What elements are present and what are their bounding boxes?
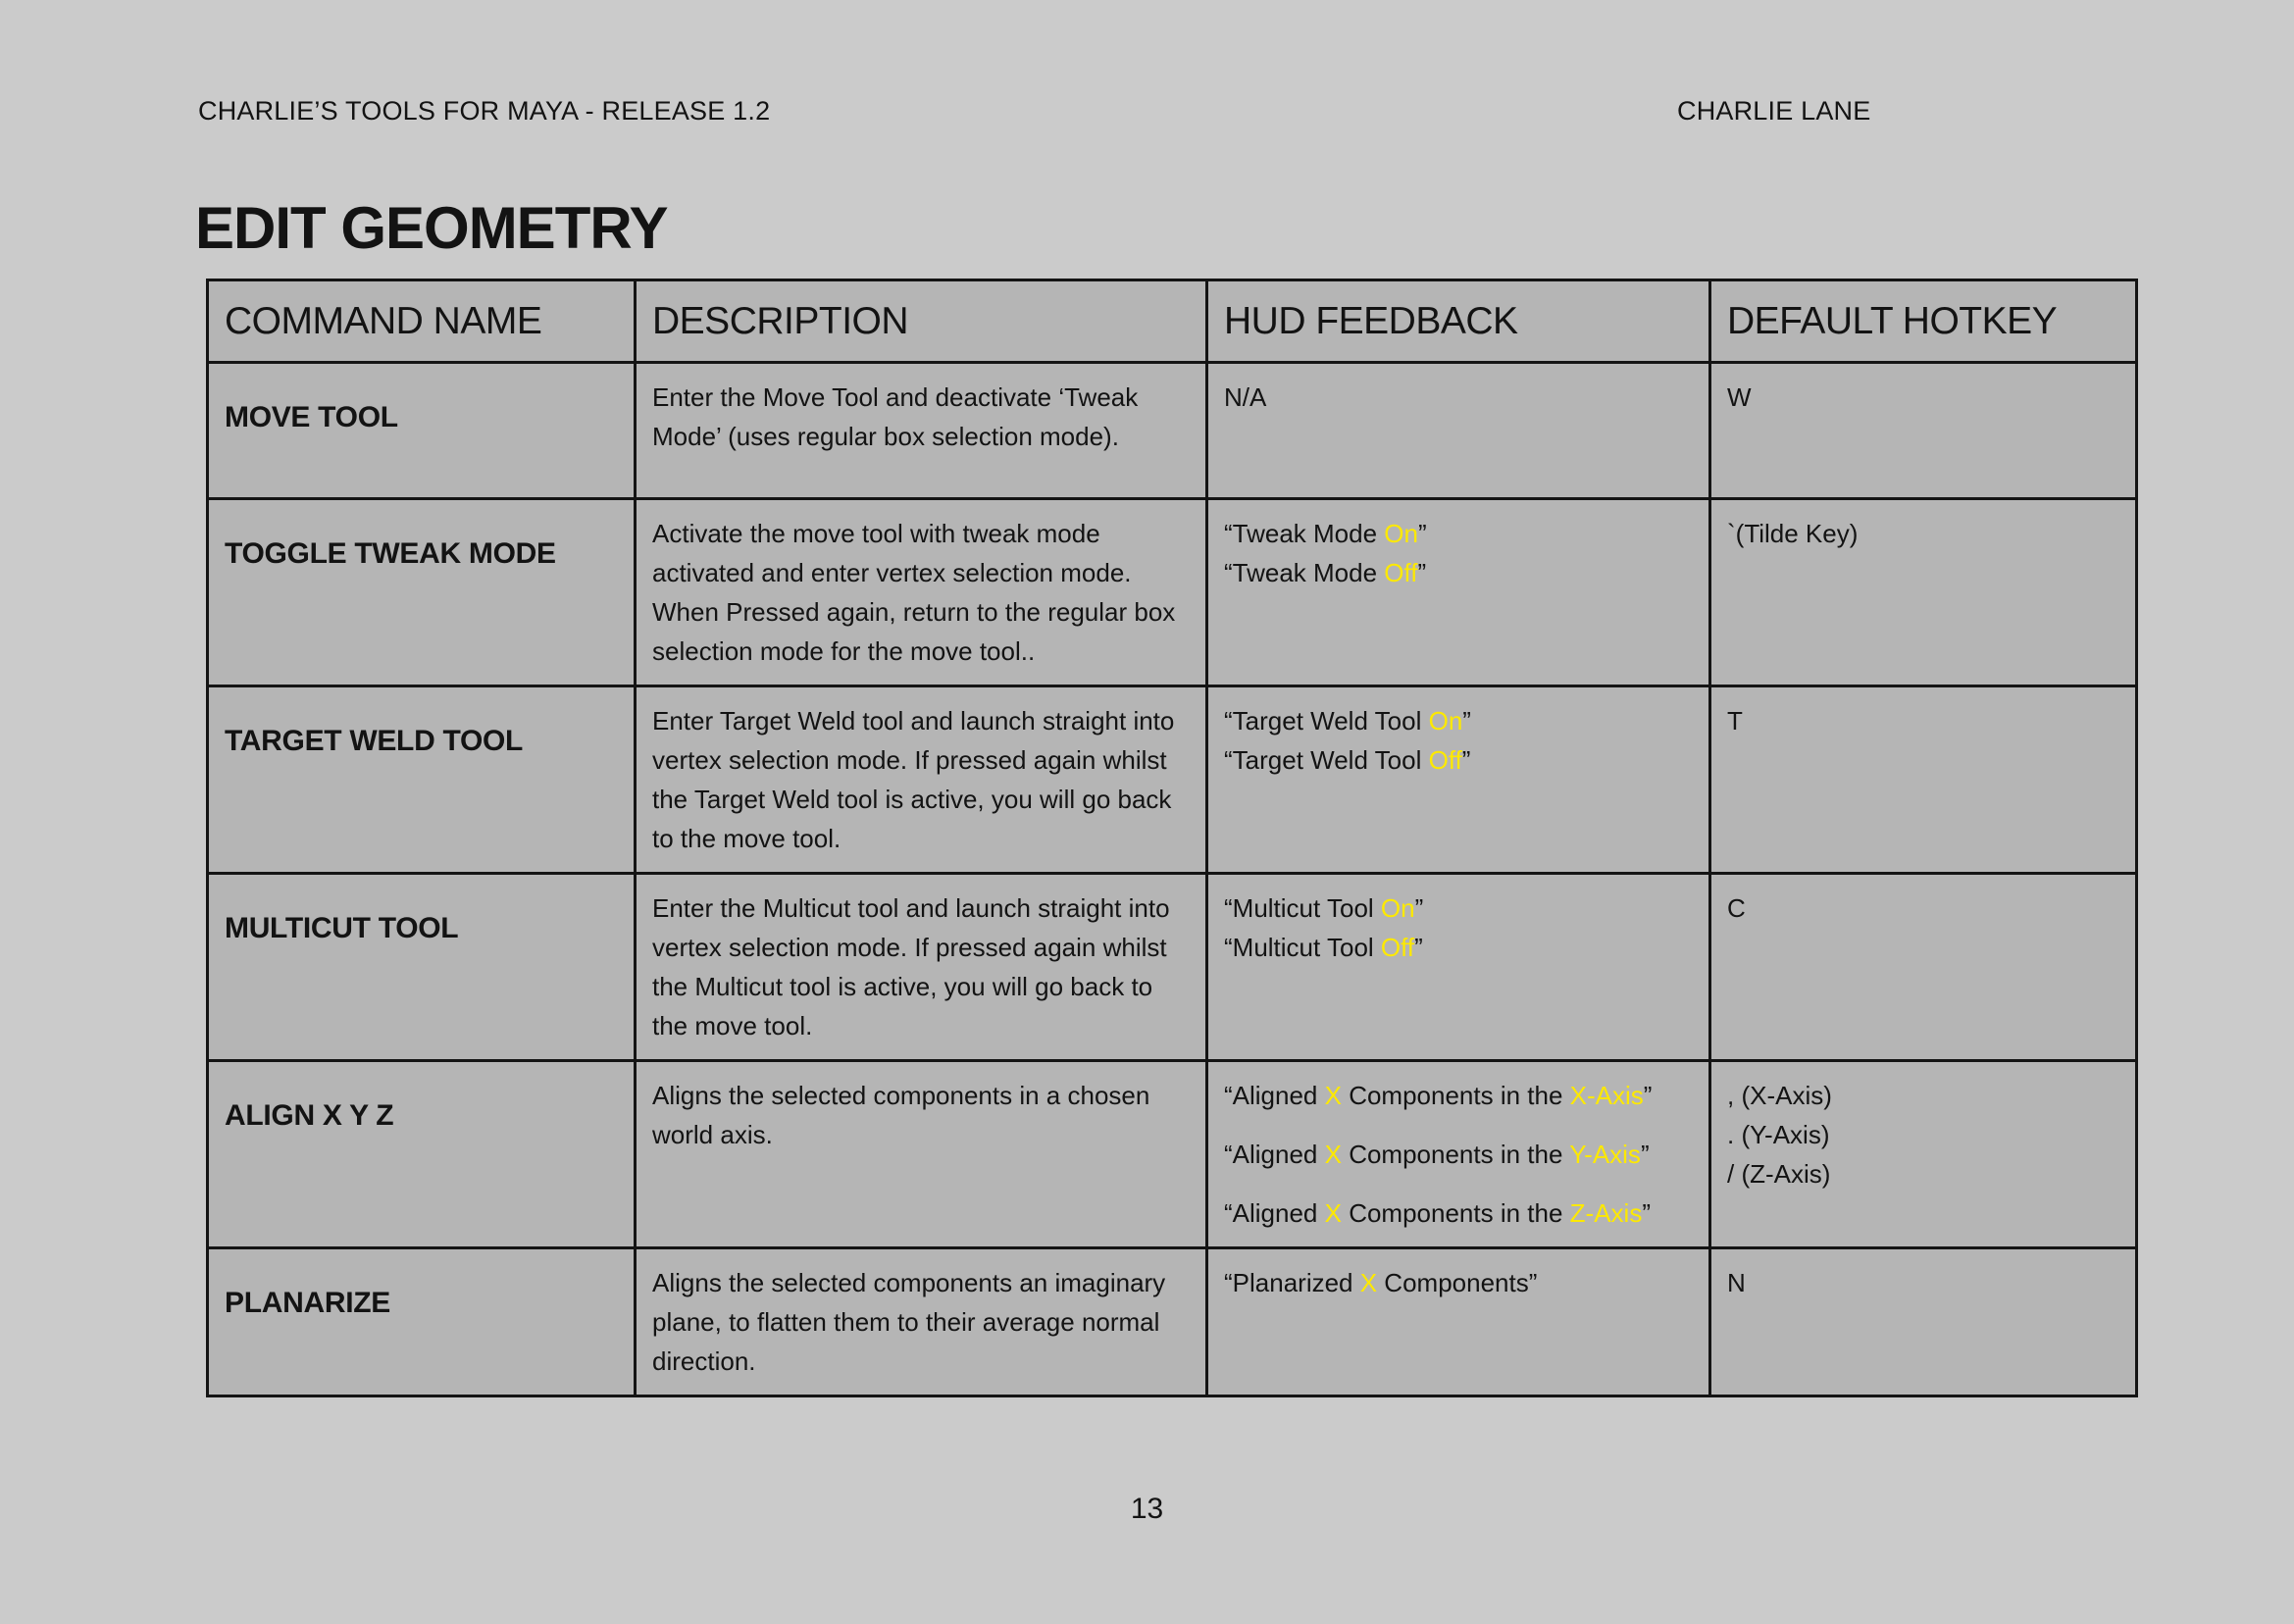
table-row xyxy=(208,499,2137,686)
table-row xyxy=(208,874,2137,1061)
hud-feedback-line xyxy=(1224,701,1693,740)
hud-text: “Aligned xyxy=(1224,1140,1325,1169)
hud-feedback-line xyxy=(1224,928,1693,967)
command-name-text: TOGGLE TWEAK MODE xyxy=(225,537,556,570)
hud-text: ” xyxy=(1461,745,1471,775)
description-cell xyxy=(636,499,1207,686)
hotkey-text: `(Tilde Key) xyxy=(1727,519,1859,548)
command-name-text: MULTICUT TOOL xyxy=(225,912,459,944)
hud-text: Components in the xyxy=(1341,1198,1570,1228)
command-name-cell xyxy=(208,874,636,1061)
table-row xyxy=(208,686,2137,874)
hud-text: ” xyxy=(1642,1198,1652,1228)
header-left-text: CHARLIE’S TOOLS FOR MAYA - RELEASE 1.2 xyxy=(198,96,771,126)
hud-accent-text: X xyxy=(1324,1140,1342,1169)
command-name-cell xyxy=(208,1061,636,1248)
description-cell xyxy=(636,686,1207,874)
hotkey-text: W xyxy=(1727,382,1752,412)
hotkey-cell xyxy=(1710,1248,2137,1396)
header-right-author: CHARLIE LANE xyxy=(1677,96,1871,126)
table-header-row xyxy=(208,280,2137,363)
hud-text: Components in the xyxy=(1341,1081,1570,1110)
hud-feedback-line xyxy=(1224,514,1693,553)
hud-text: ” xyxy=(1462,706,1471,736)
description-cell xyxy=(636,363,1207,499)
hud-feedback-line xyxy=(1224,888,1693,928)
page-number: 13 xyxy=(1130,1493,1164,1525)
column-header-command-name: COMMAND NAME xyxy=(208,280,636,363)
hud-text: Components” xyxy=(1377,1268,1538,1297)
hud-text: N/A xyxy=(1224,382,1267,412)
table-row xyxy=(208,363,2137,499)
command-name-text: ALIGN X Y Z xyxy=(225,1099,394,1132)
hud-text: ” xyxy=(1417,558,1427,587)
hud-accent-text: X xyxy=(1324,1081,1342,1110)
hud-feedback-line xyxy=(1224,1193,1693,1233)
column-header-default-hotkey: DEFAULT HOTKEY xyxy=(1710,280,2137,363)
description-text: Aligns the selected components an imaginary plane, to flatten them to their average normal direction. xyxy=(652,1268,1166,1376)
description-text: Enter Target Weld tool and launch straight into vertex selection mode. If pressed again whilst the Target Weld tool is active, you will go back to the move tool. xyxy=(652,706,1175,853)
column-header-hud-feedback: HUD FEEDBACK xyxy=(1207,280,1710,363)
hotkey-text: N xyxy=(1727,1268,1746,1297)
description-text: Aligns the selected components in a chosen world axis. xyxy=(652,1081,1150,1149)
hud-text: ” xyxy=(1417,519,1427,548)
command-name-cell xyxy=(208,363,636,499)
hud-accent-text: Y-Axis xyxy=(1569,1140,1641,1169)
hud-text: ” xyxy=(1414,893,1424,923)
hud-text: “Target Weld Tool xyxy=(1224,706,1429,736)
table-row xyxy=(208,1061,2137,1248)
hud-text: “Planarized xyxy=(1224,1268,1360,1297)
hud-text: ” xyxy=(1414,933,1423,962)
hud-accent-text: Off xyxy=(1380,933,1415,962)
table-body xyxy=(208,363,2137,1396)
hud-accent-text: On xyxy=(1384,519,1418,548)
hud-feedback-line xyxy=(1224,378,1693,417)
hud-accent-text: Z-Axis xyxy=(1569,1198,1643,1228)
hud-text: “Aligned xyxy=(1224,1198,1325,1228)
hud-text: “Multicut Tool xyxy=(1224,893,1381,923)
hud-text: “Multicut Tool xyxy=(1224,933,1381,962)
hud-text: ” xyxy=(1643,1081,1653,1110)
description-text: Enter the Multicut tool and launch straight into vertex selection mode. If pressed again whilst the Multicut tool is active, you will go back to the move tool. xyxy=(652,893,1170,1040)
hud-feedback-line xyxy=(1224,1115,1693,1135)
command-name-text: MOVE TOOL xyxy=(225,401,398,433)
hotkey-cell xyxy=(1710,363,2137,499)
description-cell xyxy=(636,1248,1207,1396)
command-name-text: PLANARIZE xyxy=(225,1287,390,1319)
hotkey-text: T xyxy=(1727,706,1743,736)
hud-feedback-line xyxy=(1224,1076,1693,1115)
hotkey-cell xyxy=(1710,874,2137,1061)
hud-accent-text: On xyxy=(1428,706,1463,736)
hud-feedback-cell xyxy=(1207,1061,1710,1248)
hud-text: “Aligned xyxy=(1224,1081,1325,1110)
description-cell xyxy=(636,1061,1207,1248)
command-name-text: TARGET WELD TOOL xyxy=(225,725,524,757)
hud-feedback-line xyxy=(1224,1135,1693,1174)
hud-accent-text: Off xyxy=(1384,558,1418,587)
hud-feedback-line xyxy=(1224,740,1693,780)
hud-accent-text: X xyxy=(1324,1198,1342,1228)
description-cell xyxy=(636,874,1207,1061)
hud-text: “Tweak Mode xyxy=(1224,519,1385,548)
hud-feedback-cell xyxy=(1207,1248,1710,1396)
hud-accent-text: Off xyxy=(1428,745,1462,775)
column-header-description: DESCRIPTION xyxy=(636,280,1207,363)
hotkey-text: / (Z-Axis) xyxy=(1727,1159,1831,1189)
hotkey-text: , (X-Axis) xyxy=(1727,1081,1832,1110)
section-title: EDIT GEOMETRY xyxy=(195,195,668,261)
hud-feedback-line xyxy=(1224,1263,1693,1302)
hud-feedback-cell xyxy=(1207,363,1710,499)
description-text: Activate the move tool with tweak mode activated and enter vertex selection mode. When Pressed again, return to the regular box selection mode for the move tool.. xyxy=(652,519,1176,666)
hud-text: ” xyxy=(1640,1140,1650,1169)
hotkey-cell xyxy=(1710,686,2137,874)
hotkey-cell xyxy=(1710,1061,2137,1248)
hotkey-text: C xyxy=(1727,893,1746,923)
commands-table xyxy=(206,279,2138,1397)
hud-feedback-cell xyxy=(1207,499,1710,686)
hud-text: Components in the xyxy=(1341,1140,1570,1169)
description-text: Enter the Move Tool and deactivate ‘Tweak Mode’ (uses regular box selection mode). xyxy=(652,382,1139,451)
hud-text: “Target Weld Tool xyxy=(1224,745,1429,775)
hotkey-text: . (Y-Axis) xyxy=(1727,1120,1830,1149)
hotkey-cell xyxy=(1710,499,2137,686)
table-row xyxy=(208,1248,2137,1396)
command-name-cell xyxy=(208,1248,636,1396)
hud-feedback-cell xyxy=(1207,874,1710,1061)
hud-feedback-cell xyxy=(1207,686,1710,874)
hud-accent-text: On xyxy=(1380,893,1415,923)
command-name-cell xyxy=(208,499,636,686)
command-name-cell xyxy=(208,686,636,874)
hud-accent-text: X-Axis xyxy=(1569,1081,1644,1110)
hud-accent-text: X xyxy=(1359,1268,1378,1297)
hud-feedback-line xyxy=(1224,553,1693,592)
hud-feedback-line xyxy=(1224,1174,1693,1193)
hud-text: “Tweak Mode xyxy=(1224,558,1385,587)
